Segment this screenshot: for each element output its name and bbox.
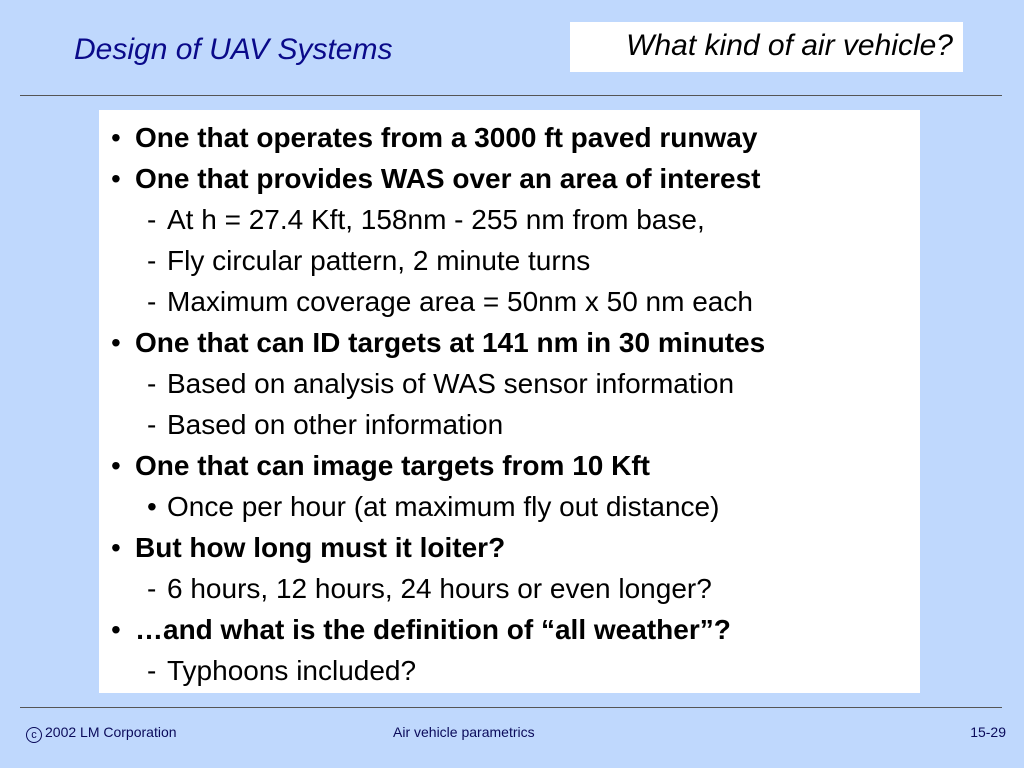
sub-marker: - (147, 286, 157, 317)
sub-text: Once per hour (at maximum fly out distance) (167, 491, 720, 522)
question-text: What kind of air vehicle? (626, 29, 953, 62)
bullet-marker: • (111, 327, 121, 358)
bullet-item (111, 614, 731, 646)
bullet-text: But how long must it loiter? (135, 532, 506, 563)
sub-item (147, 573, 712, 605)
sub-text: Based on other information (167, 409, 504, 440)
sub-item (147, 655, 416, 687)
bullet-marker: • (111, 614, 121, 645)
sub-marker: • (147, 491, 157, 522)
page-number: 15-29 (970, 724, 1006, 740)
bullet-text: One that operates from a 3000 ft paved runway (135, 122, 758, 153)
bullet-marker: • (111, 163, 121, 194)
sub-marker: - (147, 368, 157, 399)
copyright-text: 2002 LM Corporation (45, 724, 177, 740)
header-divider (20, 95, 1002, 96)
bullet-item (111, 163, 761, 195)
sub-item (147, 409, 503, 441)
footer-divider (20, 707, 1002, 708)
sub-text: 6 hours, 12 hours, 24 hours or even longer? (167, 573, 712, 604)
bullet-item (111, 327, 765, 359)
bullet-marker: • (111, 450, 121, 481)
bullet-item (111, 450, 650, 482)
sub-text: Maximum coverage area = 50nm x 50 nm each (167, 286, 753, 317)
sub-text: Typhoons included? (167, 655, 417, 686)
sub-text: At h = 27.4 Kft, 158nm - 255 nm from base, (167, 204, 705, 235)
copyright-icon: c (26, 727, 42, 743)
sub-text: Based on analysis of WAS sensor information (167, 368, 735, 399)
content-box (99, 110, 920, 693)
bullet-marker: • (111, 532, 121, 563)
sub-marker: - (147, 204, 157, 235)
sub-item (147, 491, 719, 523)
slide-title: Design of UAV Systems (74, 33, 393, 66)
sub-item (147, 204, 705, 236)
bullet-text: One that provides WAS over an area of interest (135, 163, 761, 194)
bullet-text: One that can image targets from 10 Kft (135, 450, 651, 481)
sub-marker: - (147, 655, 157, 686)
question-box (570, 22, 963, 72)
bullet-text: One that can ID targets at 141 nm in 30 minutes (135, 327, 766, 358)
sub-item (147, 368, 734, 400)
bullet-item (111, 122, 757, 154)
sub-item (147, 245, 590, 277)
footer-copyright (26, 724, 177, 743)
sub-text: Fly circular pattern, 2 minute turns (167, 245, 591, 276)
bullet-item (111, 532, 505, 564)
sub-marker: - (147, 573, 157, 604)
sub-marker: - (147, 409, 157, 440)
bullet-marker: • (111, 122, 121, 153)
footer-topic: Air vehicle parametrics (393, 724, 535, 740)
bullet-text: …and what is the definition of “all weather”? (135, 614, 731, 645)
sub-item (147, 286, 753, 318)
sub-marker: - (147, 245, 157, 276)
